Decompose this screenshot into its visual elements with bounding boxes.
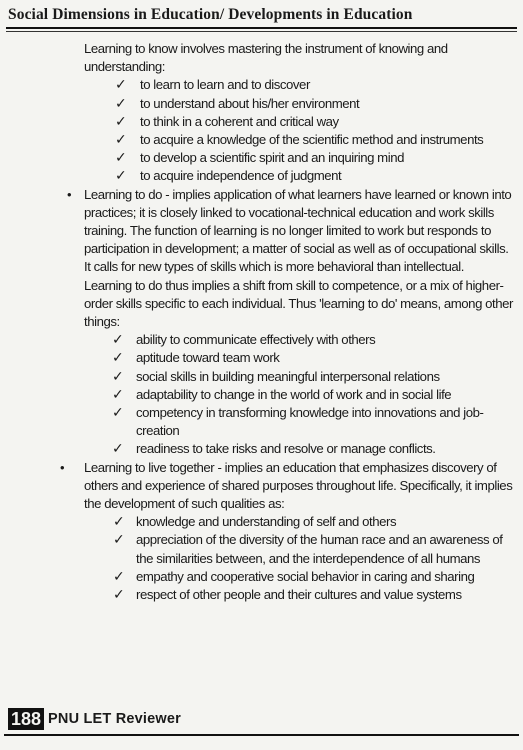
list-item: [0, 568, 523, 586]
section-intro: Learning to do - implies application of what learners have learned or known into practices; it is closely linked to vocational-technical education and work skills training. The function of learning is no longer limited to work but responds to participation in development; a matter of social as well as of occupational skills.: [84, 186, 512, 257]
section-paragraph: [0, 186, 523, 259]
checkmark-icon: ✓: [115, 77, 127, 94]
list-item: [0, 149, 523, 167]
list-item-text: to acquire a knowledge of the scientific method and instruments: [140, 132, 484, 148]
list-item: [0, 586, 523, 604]
header-rule-thin: [6, 31, 517, 32]
list-item-text: aptitude toward team work: [136, 350, 280, 366]
checkmark-icon: ✓: [115, 168, 127, 185]
list-item-text: adaptability to change in the world of work and in social life: [136, 386, 452, 402]
checkmark-icon: ✓: [115, 150, 127, 167]
footer-rule: [4, 734, 519, 736]
section-intro: Learning to know involves mastering the instrument of knowing and understanding:: [84, 41, 448, 75]
list-item: [0, 513, 523, 531]
list-item-text: empathy and cooperative social behavior in caring and sharing: [136, 568, 475, 584]
checkmark-icon: ✓: [113, 532, 125, 549]
list-item-text: to understand about his/her environment: [140, 95, 360, 111]
list-item-text: to acquire independence of judgment: [140, 168, 342, 184]
checkmark-icon: ✓: [113, 568, 125, 585]
list-item: [0, 331, 523, 349]
list-item-text: to develop a scientific spirit and an inquiring mind: [140, 150, 404, 166]
footer-title: PNU LET Reviewer: [48, 711, 181, 727]
list-item-text: ability to communicate effectively with others: [136, 332, 376, 348]
checkmark-icon: ✓: [113, 587, 125, 604]
header-rule: [6, 27, 517, 29]
list-item: [0, 368, 523, 386]
checkmark-icon: ✓: [113, 514, 125, 531]
checklist: [0, 331, 523, 458]
list-item: [0, 113, 523, 131]
checkmark-icon: ✓: [112, 441, 124, 458]
list-item: [0, 131, 523, 149]
checkmark-icon: ✓: [112, 405, 124, 422]
list-item: [0, 404, 523, 440]
bullet-icon: •: [60, 459, 65, 475]
list-item-text: readiness to take risks and resolve or manage conflicts.: [136, 441, 436, 457]
checkmark-icon: ✓: [112, 368, 124, 385]
list-item-text: knowledge and understanding of self and others: [136, 514, 397, 530]
list-item-text: appreciation of the diversity of the human race and an awareness of the similarities between, and the interdependence of all humans: [136, 532, 503, 566]
section-intro: Learning to live together - implies an education that emphasizes discovery of others and experience of shared purposes throughout life. Specifically, it implies the development of such qualities as:: [84, 459, 513, 512]
list-item-text: social skills in building meaningful interpersonal relations: [136, 368, 440, 384]
list-item-text: competency in transforming knowledge into innovations and job-creation: [136, 405, 484, 439]
checkmark-icon: ✓: [112, 350, 124, 367]
list-item: [0, 167, 523, 185]
checkmark-icon: ✓: [115, 113, 127, 130]
checklist: [0, 76, 523, 185]
list-item: [0, 386, 523, 404]
list-item-text: to learn to learn and to discover: [140, 77, 310, 93]
running-header: Social Dimensions in Education/ Developments in Education: [8, 6, 413, 23]
list-item-text: to think in a coherent and critical way: [140, 113, 339, 129]
list-item: [0, 531, 523, 567]
section-paragraph: [0, 459, 523, 514]
bullet-icon: •: [67, 186, 72, 202]
page-number: 188: [8, 708, 44, 730]
checkmark-icon: ✓: [115, 132, 127, 149]
page-body: [0, 40, 523, 604]
list-item: [0, 76, 523, 94]
list-item-text: respect of other people and their cultures and value systems: [136, 587, 462, 603]
page-footer: [8, 708, 181, 730]
checklist: [0, 513, 523, 604]
checkmark-icon: ✓: [112, 332, 124, 349]
list-item: [0, 95, 523, 113]
checkmark-icon: ✓: [112, 386, 124, 403]
section-continuation: It calls for new types of skills which is more behavioral than intellectual. Learning to do thus implies a shift from skill to competence, or a mix of higher-order skills specific to each individual. Thus 'learning to do' means, among other things:: [84, 259, 513, 330]
checkmark-icon: ✓: [115, 95, 127, 112]
list-item: [0, 440, 523, 458]
list-item: [0, 349, 523, 367]
